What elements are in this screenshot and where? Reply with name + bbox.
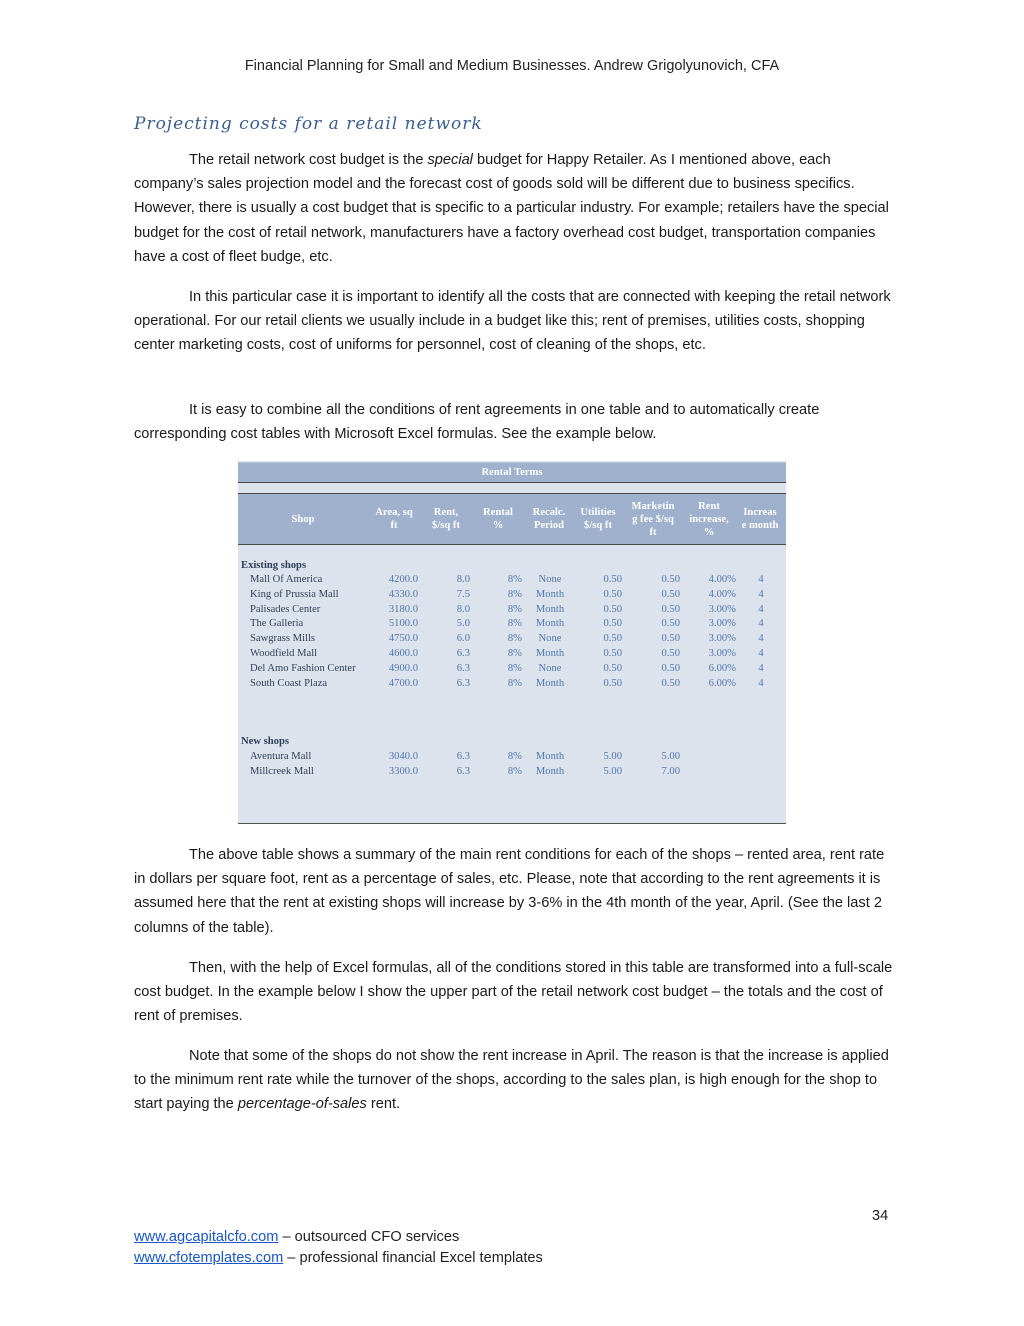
header-increase	[682, 494, 736, 544]
p6-text-a: Note that some of the shops do not show the rent increase in April. The reason is that the increase is applied to the minimum rent rate while the turnover of the shops, according to the sales plan, is high enough for the shop to start paying the	[134, 1048, 889, 1113]
rental-terms-table	[238, 461, 786, 824]
p6-emphasis: percentage-of-sales	[237, 1096, 367, 1113]
header-marketing-line2: g fee $/sq	[632, 513, 674, 525]
table-cell-utilities: 0.50	[603, 648, 622, 659]
table-row-shop: Millcreek Mall	[250, 765, 314, 777]
header-marketing-line3: ft	[649, 526, 657, 538]
p1-text-a: The retail network cost budget is the	[189, 152, 428, 168]
header-rent-line1: Rent,	[433, 507, 459, 518]
table-cell-marketing: 5.00	[661, 751, 680, 762]
table-cell-marketing: 0.50	[661, 662, 680, 674]
table-cell-increase: 4.00%	[708, 588, 736, 600]
table-cell-rental: 8%	[507, 648, 522, 659]
p2-text: In this particular case it is important to identify all the costs that are connected with keeping the retail network operational. For our retail clients we usually include in a budget like this; rent of premises, utilities costs, shopping center marketing costs, cost of uniforms for personnel, cost of cleaning of the shops, etc.	[134, 289, 891, 354]
table-cell-recalc: None	[538, 662, 562, 674]
table-cell-area: 4700.0	[388, 677, 418, 689]
header-shop	[238, 494, 368, 544]
header-utilities-line2: $/sq ft	[584, 520, 612, 531]
paragraph-2	[134, 285, 894, 358]
table-cell-area: 4600.0	[388, 648, 418, 659]
paragraph-3	[134, 398, 894, 446]
footer-line-1	[134, 1229, 459, 1245]
table-cell-marketing: 0.50	[661, 574, 680, 585]
table-cell-marketing: 0.50	[661, 588, 680, 600]
table-cell-recalc: Month	[535, 603, 565, 615]
table-cell-marketing: 0.50	[661, 677, 680, 689]
table-row-shop: King of Prussia Mall	[250, 588, 339, 600]
header-marketing-line1: Marketin	[631, 500, 675, 512]
table-cell-utilities: 0.50	[603, 618, 622, 630]
table-row-shop: Woodfield Mall	[250, 648, 318, 659]
footer-text-2: – professional financial Excel templates	[283, 1250, 543, 1266]
table-cell-recalc: Month	[535, 648, 565, 659]
header-increase-line1: Rent	[698, 500, 720, 512]
table-cell-area: 4750.0	[388, 633, 418, 645]
table-cell-increase: 3.00%	[708, 618, 736, 630]
footer-link-cfotemplates[interactable]: www.cfotemplates.com	[134, 1250, 284, 1266]
header-rent	[422, 494, 470, 544]
table-cell-rental: 8%	[507, 618, 522, 630]
header-recalc	[524, 494, 574, 544]
p5-text: Then, with the help of Excel formulas, all of the conditions stored in this table are transformed into a full-scale cost budget. In the example below I show the upper part of the retail network cost budget – the totals and the cost of rent of premises.	[134, 960, 893, 1025]
table-title: Rental Terms	[238, 462, 786, 483]
table-cell-month: 4	[758, 574, 764, 585]
table-row-shop: Aventura Mall	[250, 751, 312, 762]
table-cell-area: 3180.0	[388, 603, 418, 615]
table-cell-recalc: None	[538, 633, 562, 645]
table-cell-utilities: 0.50	[603, 677, 622, 689]
table-cell-month: 4	[758, 588, 764, 600]
header-shop-label: Shop	[291, 513, 315, 525]
table-cell-marketing: 7.00	[661, 765, 680, 777]
table-cell-utilities: 0.50	[603, 633, 622, 645]
table-cell-month: 4	[758, 618, 764, 630]
table-cell-increase: 3.00%	[708, 603, 736, 615]
table-cell-rental: 8%	[507, 633, 522, 645]
footer-link-agcapitalcfo[interactable]: www.agcapitalcfo.com	[134, 1229, 279, 1245]
paragraph-1	[134, 148, 894, 269]
table-cell-rent: 7.5	[456, 588, 470, 600]
table-cell-area: 3040.0	[388, 751, 418, 762]
header-month-line2: e month	[741, 520, 779, 531]
table-cell-rent: 6.3	[456, 662, 470, 674]
header-rental-line2: %	[492, 520, 504, 531]
header-month	[736, 494, 784, 544]
table-cell-month: 4	[758, 662, 764, 674]
table-row-shop: Sawgrass Mills	[250, 633, 316, 645]
p1-text-b: budget for Happy Retailer. As I mentioned above, each company’s sales projection model and the forecast cost of goods sold will be different due to business specifics. However, there is usually a cost budget that is specific to a particular industry. For example; retailers have the special budget for the cost of retail network, manufacturers have a factory overhead cost budget, transportation companies have a cost of fleet budge, etc.	[134, 152, 889, 265]
p1-emphasis: special	[427, 152, 473, 168]
table-cell-rent: 6.3	[456, 765, 470, 777]
paragraph-6	[134, 1044, 894, 1117]
table-cell-utilities: 5.00	[603, 765, 622, 777]
table-header-row	[238, 493, 786, 545]
table-cell-increase: 3.00%	[708, 633, 736, 645]
header-area-line1: Area, sq	[375, 507, 413, 518]
section-title: Projecting costs for a retail network	[134, 114, 483, 134]
footer-text-1: – outsourced CFO services	[278, 1229, 460, 1245]
table-cell-month: 4	[758, 603, 764, 615]
table-cell-rental: 8%	[507, 588, 522, 600]
header-rent-line2: $/sq ft	[432, 520, 460, 531]
group-label-new: New shops	[241, 736, 289, 747]
table-cell-rental: 8%	[507, 751, 522, 762]
paragraph-4	[134, 843, 894, 940]
table-cell-marketing: 0.50	[661, 603, 680, 615]
table-cell-increase: 6.00%	[708, 662, 736, 674]
table-cell-rent: 6.3	[456, 677, 470, 689]
table-cell-area: 4900.0	[388, 662, 418, 674]
page-header: Financial Planning for Small and Medium Businesses. Andrew Grigolyunovich, CFA	[244, 58, 780, 74]
header-rental-line1: Rental	[482, 507, 513, 518]
header-area-line2: ft	[390, 520, 398, 531]
header-area	[366, 494, 422, 544]
table-cell-marketing: 0.50	[661, 618, 680, 630]
table-cell-rental: 8%	[507, 677, 522, 689]
table-cell-rent: 5.0	[456, 618, 470, 630]
table-cell-rent: 8.0	[456, 574, 470, 585]
table-row-shop: Del Amo Fashion Center	[250, 662, 356, 674]
table-cell-recalc: Month	[535, 677, 565, 689]
table-cell-rent: 6.3	[456, 648, 470, 659]
paragraph-5	[134, 956, 894, 1029]
header-increase-line2: increase,	[689, 513, 729, 525]
table-cell-month: 4	[758, 648, 764, 659]
table-cell-recalc: None	[538, 574, 562, 585]
header-recalc-line1: Recalc.	[532, 507, 566, 518]
table-cell-rental: 8%	[507, 603, 522, 615]
table-row-shop: Palisades Center	[250, 603, 321, 615]
table-cell-area: 4330.0	[388, 588, 418, 600]
table-cell-utilities: 0.50	[603, 588, 622, 600]
table-cell-area: 5100.0	[388, 618, 418, 630]
table-cell-area: 3300.0	[388, 765, 418, 777]
table-cell-rental: 8%	[507, 574, 522, 585]
group-label-existing: Existing shops	[241, 560, 307, 571]
table-cell-utilities: 0.50	[603, 662, 622, 674]
table-cell-rental: 8%	[507, 662, 522, 674]
table-cell-utilities: 0.50	[603, 603, 622, 615]
table-cell-area: 4200.0	[388, 574, 418, 585]
table-cell-recalc: Month	[535, 765, 565, 777]
p6-text-b: rent.	[366, 1096, 401, 1113]
table-cell-recalc: Month	[535, 751, 565, 762]
footer-line-2	[134, 1250, 543, 1266]
table-row-shop: South Coast Plaza	[250, 677, 328, 689]
header-rental	[474, 494, 522, 544]
table-cell-month: 4	[758, 633, 764, 645]
table-cell-marketing: 0.50	[661, 633, 680, 645]
table-row-shop: The Galleria	[250, 618, 304, 630]
table-cell-month: 4	[758, 677, 764, 689]
table-cell-rent: 6.3	[456, 751, 470, 762]
table-cell-rent: 6.0	[456, 633, 470, 645]
table-cell-recalc: Month	[535, 588, 565, 600]
table-cell-rent: 8.0	[456, 603, 470, 615]
table-cell-utilities: 5.00	[603, 751, 622, 762]
table-row-shop: Mall Of America	[250, 574, 323, 585]
p4-text: The above table shows a summary of the main rent conditions for each of the shops – rented area, rent rate in dollars per square foot, rent as a percentage of sales, etc. Please, note that according to the rent agreements it is assumed here that the rent at existing shops will increase by 3-6% in the 4th month of the year, April. (See the last 2 columns of the table).	[134, 847, 885, 936]
header-recalc-line2: Period	[533, 520, 564, 531]
header-utilities-line1: Utilities	[580, 507, 616, 518]
page-number: 34	[872, 1208, 889, 1224]
header-utilities	[574, 494, 622, 544]
table-cell-marketing: 0.50	[661, 648, 680, 659]
table-cell-recalc: Month	[535, 618, 565, 630]
table-cell-increase: 3.00%	[708, 648, 736, 659]
header-increase-line3: %	[703, 526, 715, 538]
table-cell-rental: 8%	[507, 765, 522, 777]
table-cell-increase: 4.00%	[708, 574, 736, 585]
header-marketing	[624, 494, 682, 544]
header-month-line1: Increas	[743, 507, 777, 518]
table-cell-utilities: 0.50	[603, 574, 622, 585]
table-cell-increase: 6.00%	[708, 677, 736, 689]
p3-text: It is easy to combine all the conditions of rent agreements in one table and to automatically create corresponding cost tables with Microsoft Excel formulas. See the example below.	[134, 402, 820, 443]
